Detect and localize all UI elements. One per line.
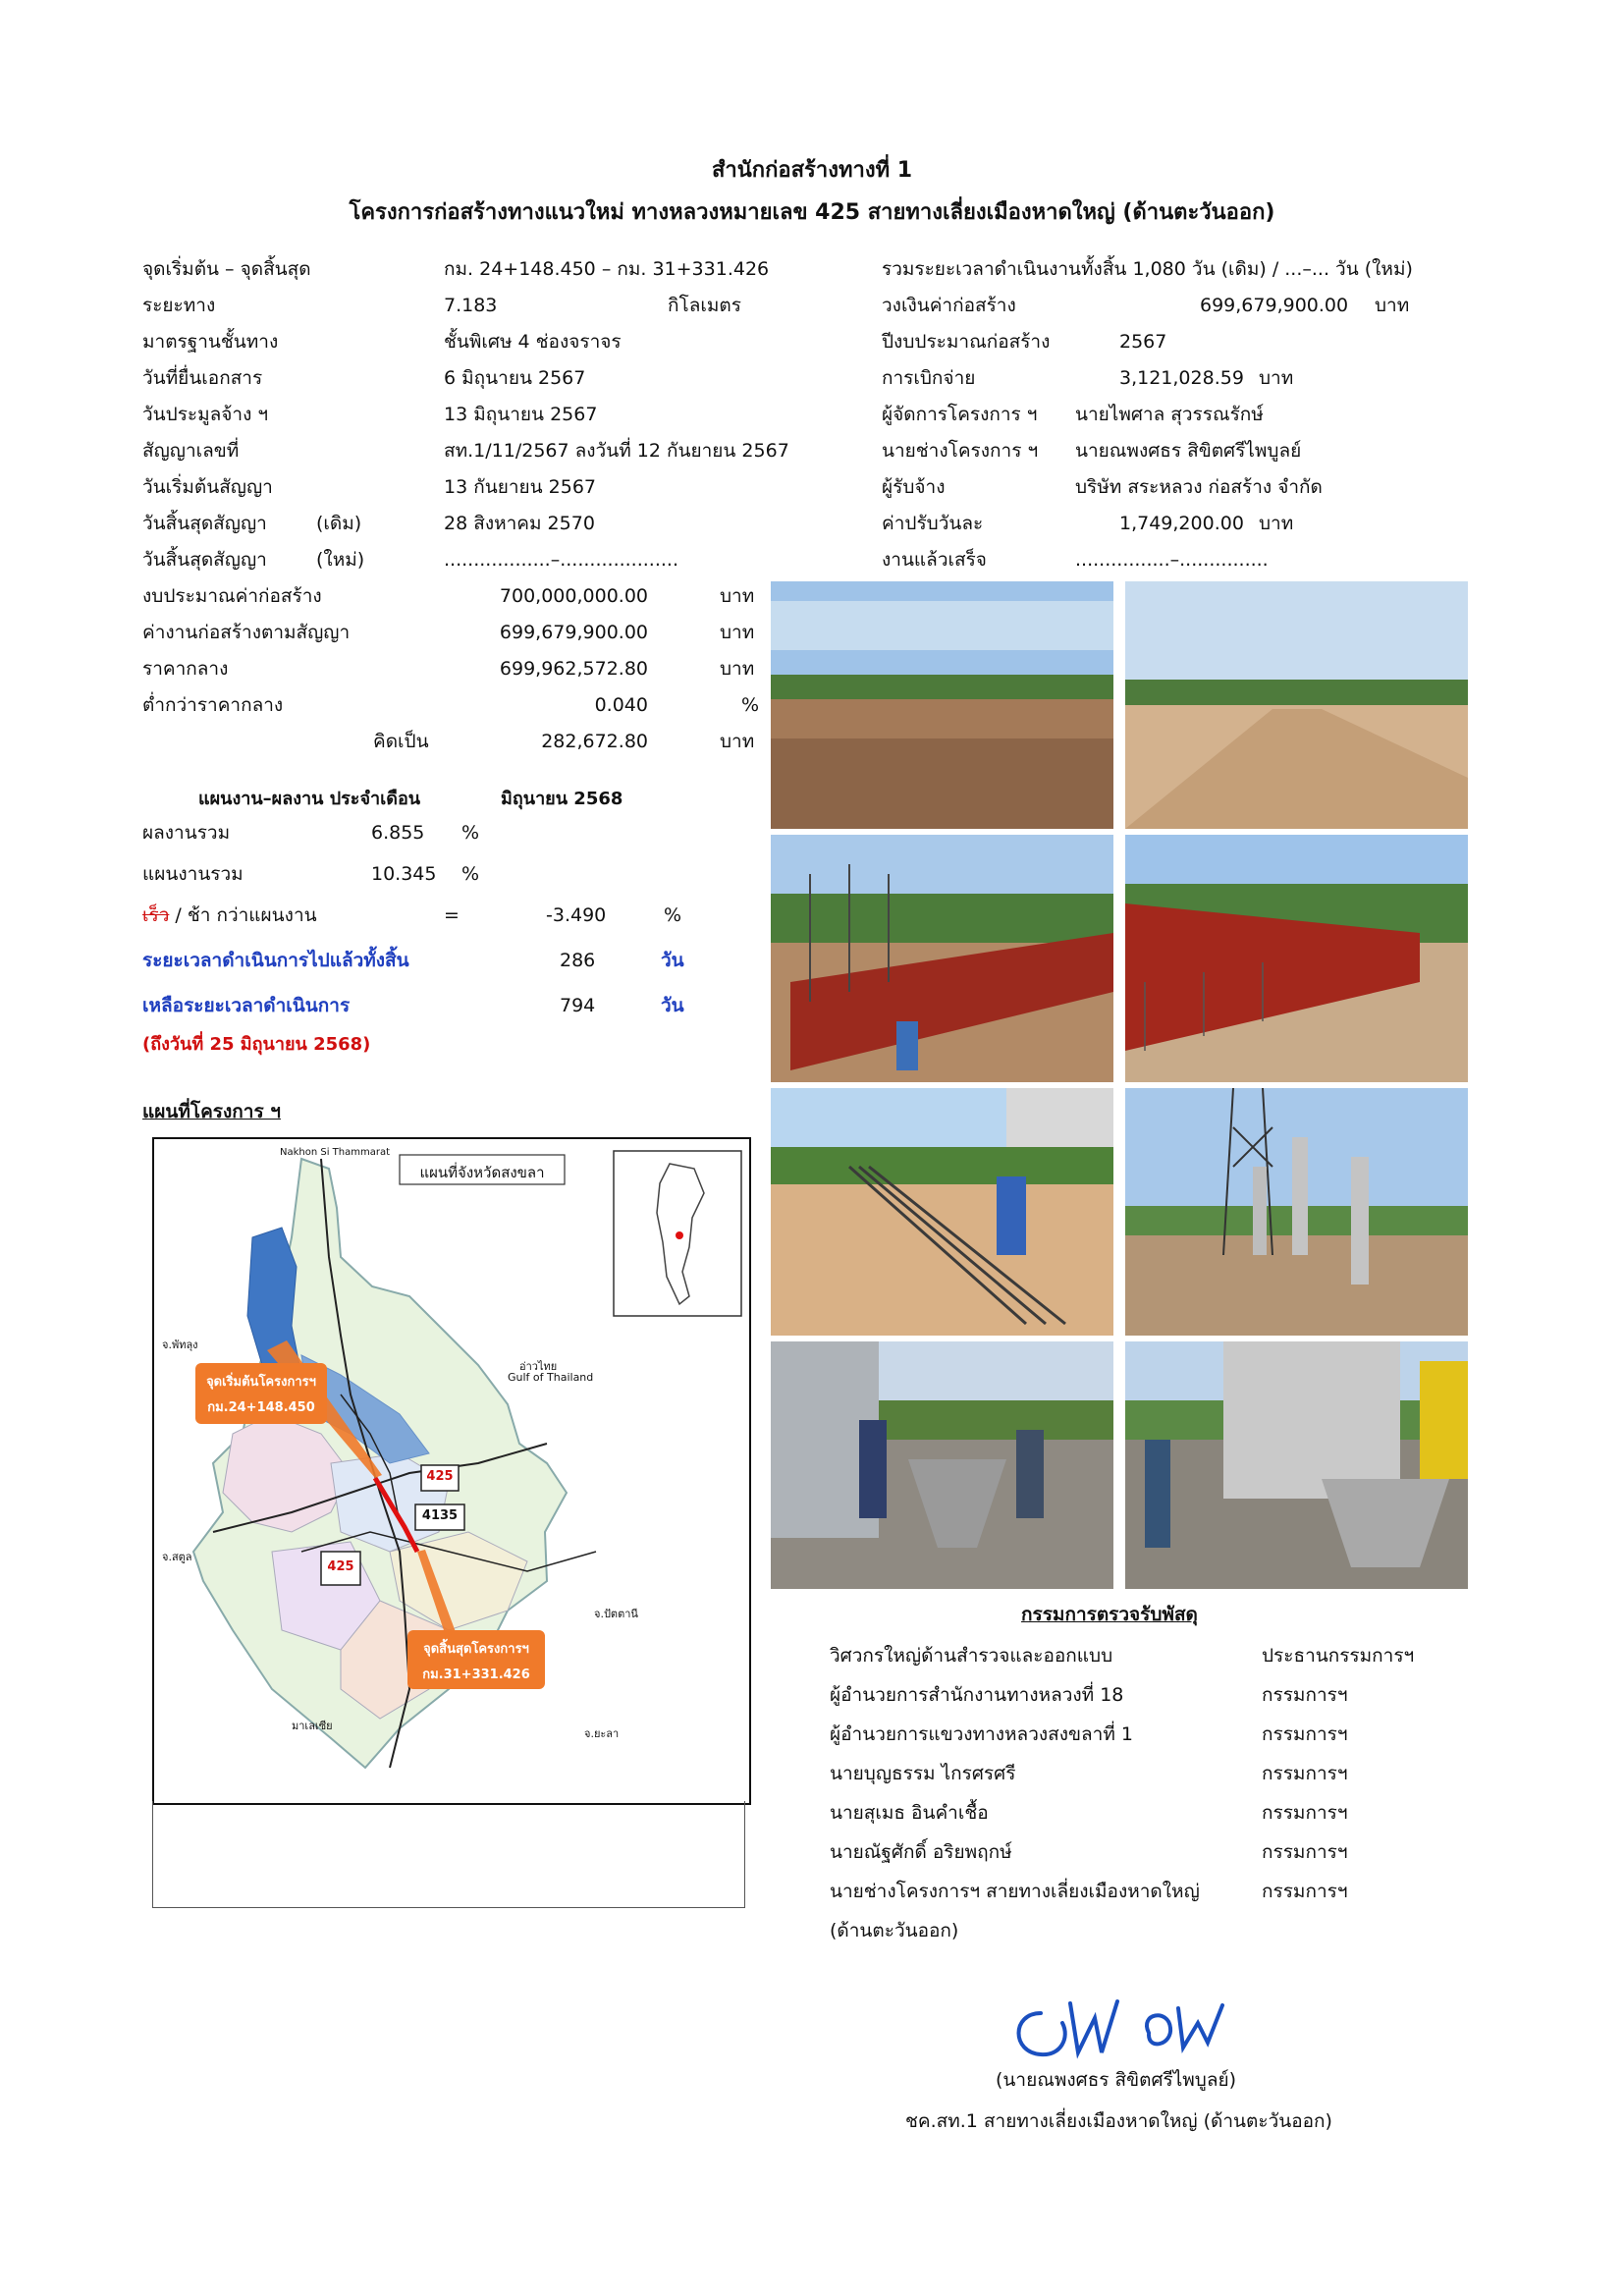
committee-member-role: กรรมการฯ: [1262, 1763, 1348, 1784]
info-unit: บาท: [1259, 367, 1294, 389]
plan-unit: %: [461, 863, 480, 885]
map-start-label: จุดเริ่มต้นโครงการฯ: [206, 1375, 316, 1390]
info-label: จุดเริ่มต้น – จุดสิ้นสุด: [142, 258, 311, 280]
info-value: 7.183: [444, 295, 498, 316]
committee-member-role: กรรมการฯ: [1262, 1684, 1348, 1706]
map-route-425: 425: [426, 1469, 454, 1484]
map-inset-title: แผนที่จังหวัดสงขลา: [419, 1164, 545, 1181]
info-label: สัญญาเลขที่: [142, 440, 240, 462]
committee-member-name: นายสุเมธ อินคำเชื้อ: [830, 1802, 989, 1824]
diff-label: [142, 903, 317, 927]
map-caption-box: [152, 1801, 745, 1908]
info-value: ..................–....................: [444, 549, 679, 571]
info-value: 3,121,028.59: [1119, 367, 1244, 389]
info-label: การเบิกจ่าย: [882, 367, 976, 389]
info-value: นายณพงศธร สิขิตศรีไพบูลย์: [1075, 440, 1302, 462]
budget-unit: %: [741, 694, 760, 716]
diff-label-strike: เร็ว: [142, 904, 170, 926]
info-label: วันเริ่มต้นสัญญา: [142, 476, 273, 498]
actual-unit: %: [461, 822, 480, 844]
map-gulf-th: อ่าวไทย: [519, 1360, 558, 1373]
photo-concrete-pour-1: [771, 1341, 1113, 1589]
diff-label-rest: / ช้า กว่าแผนงาน: [169, 904, 317, 926]
budget-unit: บาท: [720, 622, 755, 643]
info-value: ................–...............: [1075, 549, 1269, 571]
info-label: งานแล้วเสร็จ: [882, 549, 987, 571]
info-value: 6 มิถุนายน 2567: [444, 367, 586, 389]
project-map: [152, 1137, 751, 1805]
info-label: วันสิ้นสุดสัญญา: [142, 549, 267, 571]
committee-member-name: นายณัฐศักดิ์ อริยพฤกษ์: [830, 1841, 1012, 1863]
actual-value: 6.855: [371, 822, 425, 844]
budget-value: 282,672.80: [541, 731, 648, 752]
committee-member-role: กรรมการฯ: [1262, 1881, 1348, 1902]
remaining-unit: วัน: [661, 995, 684, 1016]
map-place-bottom: มาเลเซีย: [292, 1720, 333, 1732]
map-end-km: กม.31+331.426: [422, 1667, 530, 1682]
info-label: ปีงบประมาณก่อสร้าง: [882, 331, 1051, 353]
budget-value: 700,000,000.00: [499, 585, 648, 607]
committee-member-name: ผู้อำนวยการสำนักงานทางหลวงที่ 18: [830, 1684, 1124, 1706]
info-value: 28 สิงหาคม 2570: [444, 513, 595, 534]
elapsed-unit: วัน: [661, 950, 684, 971]
info-label: วงเงินค่าก่อสร้าง: [882, 295, 1016, 316]
info-value: 1,749,200.00: [1119, 513, 1244, 534]
info-sub: (ใหม่): [316, 549, 365, 571]
info-value: ชั้นพิเศษ 4 ช่องจราจร: [444, 331, 622, 353]
info-label: ผู้รับจ้าง: [882, 476, 946, 498]
signer-name: (นายณพงศธร สิขิตศรีไพบูลย์): [996, 2069, 1237, 2091]
signature: [1001, 1984, 1257, 2062]
info-label: วันสิ้นสุดสัญญา: [142, 513, 267, 534]
committee-member-role: กรรมการฯ: [1262, 1841, 1348, 1863]
info-value: นายไพศาล สุวรรณรักษ์: [1075, 404, 1264, 425]
budget-label: ราคากลาง: [142, 658, 229, 680]
diff-value: -3.490: [546, 904, 607, 926]
info-value: 699,679,900.00: [1200, 295, 1349, 316]
budget-label: งบประมาณค่าก่อสร้าง: [142, 585, 322, 607]
committee-member-name: ผู้อำนวยการแขวงทางหลวงสงขลาที่ 1: [830, 1723, 1133, 1745]
map-end-label: จุดสิ้นสุดโครงการฯ: [423, 1642, 529, 1657]
map-place-left2: จ.สตูล: [162, 1551, 192, 1563]
info-sub: (เดิม): [316, 513, 362, 534]
diff-unit: %: [664, 904, 682, 926]
remaining-value: 794: [560, 995, 596, 1016]
map-place-top: Nakhon Si Thammarat: [280, 1147, 391, 1158]
info-label: ค่าปรับวันละ: [882, 513, 984, 534]
committee-member-name: นายบุญธรรม ไกรศรศรี: [830, 1763, 1016, 1784]
map-route-425-b: 425: [327, 1559, 354, 1574]
diff-eq: =: [444, 904, 460, 926]
elapsed-label: ระยะเวลาดำเนินการไปแล้วทั้งสิ้น: [142, 950, 409, 971]
info-value: บริษัท สระหลวง ก่อสร้าง จำกัด: [1075, 476, 1323, 498]
committee-member-name: วิศวกรใหญ่ด้านสำรวจและออกแบบ: [830, 1645, 1113, 1667]
committee-member-role: กรรมการฯ: [1262, 1802, 1348, 1824]
committee-member-role: กรรมการฯ: [1262, 1723, 1348, 1745]
info-value: กม. 24+148.450 – กม. 31+331.426: [444, 258, 770, 280]
info-value: 2567: [1119, 331, 1167, 353]
signer-position: ชค.สท.1 สายทางเลี่ยงเมืองหาดใหญ่ (ด้านตะวันออก): [905, 2110, 1332, 2132]
committee-member-name: นายช่างโครงการฯ สายทางเลี่ยงเมืองหาดใหญ่: [830, 1881, 1200, 1902]
info-value: 13 มิถุนายน 2567: [444, 404, 598, 425]
budget-value: 0.040: [594, 694, 648, 716]
photo-pier-columns: [1125, 1088, 1468, 1336]
header-line-1: สำนักก่อสร้างทางที่ 1: [711, 158, 913, 183]
plan-label: แผนงานรวม: [142, 863, 244, 885]
photo-formwork-1: [771, 835, 1113, 1082]
header-line-2: โครงการก่อสร้างทางแนวใหม่ ทางหลวงหมายเลข 425 สายทางเลี่ยงเมืองหาดใหญ่ (ด้านตะวันออก): [349, 200, 1275, 225]
info-unit: บาท: [1259, 513, 1294, 534]
budget-value: 699,962,572.80: [499, 658, 648, 680]
committee-heading: กรรมการตรวจรับพัสดุ: [1021, 1604, 1198, 1625]
committee-member-role: ประธานกรรมการฯ: [1262, 1645, 1415, 1667]
elapsed-value: 286: [560, 950, 596, 971]
progress-month: มิถุนายน 2568: [501, 789, 623, 809]
map-place-right1: จ.ปัตตานี: [594, 1608, 638, 1620]
info-label: ระยะทาง: [142, 295, 216, 316]
committee-continuation: (ด้านตะวันออก): [830, 1920, 959, 1941]
info-label: วันที่ยื่นเอกสาร: [142, 367, 263, 389]
map-heading: แผนที่โครงการ ฯ: [142, 1101, 281, 1122]
budget-label: ต่ำกว่าราคากลาง: [142, 694, 284, 716]
photo-formwork-2: [1125, 835, 1468, 1082]
budget-unit: บาท: [720, 585, 755, 607]
map-place-right2: จ.ยะลา: [584, 1727, 620, 1740]
info-label: นายช่างโครงการ ฯ: [882, 440, 1039, 462]
budget-label: ค่างานก่อสร้างตามสัญญา: [142, 622, 351, 643]
photo-site-clearing-1: [771, 581, 1113, 829]
as-of-date: (ถึงวันที่ 25 มิถุนายน 2568): [142, 1034, 371, 1055]
map-gulf-en: Gulf of Thailand: [508, 1371, 594, 1384]
budget-unit: บาท: [720, 731, 755, 752]
progress-heading: แผนงาน–ผลงาน ประจำเดือน: [198, 789, 421, 809]
info-label: มาตรฐานชั้นทาง: [142, 331, 279, 353]
info-unit: กิโลเมตร: [668, 295, 741, 316]
info-label: วันประมูลจ้าง ฯ: [142, 404, 269, 425]
photo-site-clearing-2: [1125, 581, 1468, 829]
photo-concrete-pour-2: [1125, 1341, 1468, 1589]
budget-label: คิดเป็น: [373, 731, 429, 752]
budget-value: 699,679,900.00: [499, 622, 648, 643]
budget-unit: บาท: [720, 658, 755, 680]
plan-value: 10.345: [371, 863, 437, 885]
remaining-label: เหลือระยะเวลาดำเนินการ: [142, 995, 351, 1016]
info-value: สท.1/11/2567 ลงวันที่ 12 กันยายน 2567: [444, 440, 789, 462]
actual-label: ผลงานรวม: [142, 822, 231, 844]
info-label: รวมระยะเวลาดำเนินงานทั้งสิ้น 1,080 วัน (เดิม) / ...–... วัน (ใหม่): [882, 258, 1413, 280]
info-label: ผู้จัดการโครงการ ฯ: [882, 404, 1038, 425]
info-unit: บาท: [1375, 295, 1410, 316]
photo-rebar-cage: [771, 1088, 1113, 1336]
map-start-km: กม.24+148.450: [207, 1400, 315, 1415]
map-place-left1: จ.พัทลุง: [162, 1339, 198, 1351]
map-route-4135: 4135: [421, 1508, 459, 1523]
info-value: 13 กันยายน 2567: [444, 476, 597, 498]
